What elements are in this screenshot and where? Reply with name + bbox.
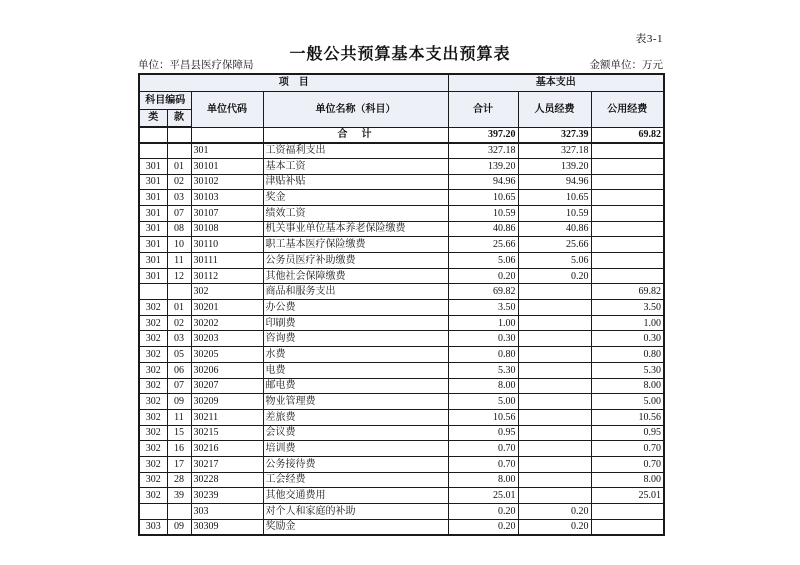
- cell-unit-code: 30309: [191, 519, 263, 535]
- cell-total: 8.00: [448, 378, 518, 394]
- cell-item: 01: [167, 300, 191, 316]
- cell-public-funds: 0.70: [591, 456, 664, 472]
- cell-public-funds: [591, 190, 664, 206]
- cell-total: 1.00: [448, 315, 518, 331]
- cell-unit-code: 30215: [191, 425, 263, 441]
- cell-unit-code: 30108: [191, 221, 263, 237]
- cell-unit-name: 培训费: [263, 441, 448, 457]
- table-row: [139, 331, 664, 347]
- table-row: [139, 456, 664, 472]
- cell-total: 0.30: [448, 331, 518, 347]
- cell-unit-name: 合 计: [263, 127, 448, 143]
- header-project-group: 项 目: [139, 74, 448, 91]
- unit-label: 单位：平昌县医疗保障局: [138, 60, 254, 71]
- cell-unit-name: 职工基本医疗保险缴费: [263, 237, 448, 253]
- cell-category: 301: [139, 237, 167, 253]
- table-row: [139, 237, 664, 253]
- cell-unit-code: 30239: [191, 488, 263, 504]
- cell-personnel-funds: [518, 394, 591, 410]
- table-row: [139, 519, 664, 535]
- cell-category: [139, 127, 167, 143]
- header-basic-expenditure-group: 基本支出: [448, 74, 664, 91]
- cell-total: 25.66: [448, 237, 518, 253]
- cell-total: 10.65: [448, 190, 518, 206]
- cell-unit-code: 30201: [191, 300, 263, 316]
- cell-personnel-funds: [518, 284, 591, 300]
- cell-personnel-funds: 327.18: [518, 143, 591, 159]
- cell-unit-name: 商品和服务支出: [263, 284, 448, 300]
- table-row: [139, 221, 664, 237]
- cell-personnel-funds: 0.20: [518, 504, 591, 520]
- cell-total: 5.00: [448, 394, 518, 410]
- cell-category: 302: [139, 441, 167, 457]
- cell-total: 139.20: [448, 158, 518, 174]
- cell-personnel-funds: [518, 472, 591, 488]
- cell-category: 301: [139, 221, 167, 237]
- header-personnel-funds: 人员经费: [518, 91, 591, 127]
- cell-category: 302: [139, 456, 167, 472]
- header-row-groups: [139, 74, 664, 91]
- cell-total: 397.20: [448, 127, 518, 143]
- cell-unit-code: 30209: [191, 394, 263, 410]
- budget-table: [138, 73, 665, 536]
- cell-personnel-funds: [518, 300, 591, 316]
- cell-unit-code: 301: [191, 143, 263, 159]
- cell-item: 11: [167, 253, 191, 269]
- cell-unit-name: 咨询费: [263, 331, 448, 347]
- cell-category: 302: [139, 409, 167, 425]
- cell-unit-name: 差旅费: [263, 409, 448, 425]
- cell-public-funds: 5.00: [591, 394, 664, 410]
- cell-public-funds: 3.50: [591, 300, 664, 316]
- cell-unit-name: 奖金: [263, 190, 448, 206]
- cell-unit-code: 303: [191, 504, 263, 520]
- cell-unit-name: 邮电费: [263, 378, 448, 394]
- cell-item: 07: [167, 378, 191, 394]
- cell-public-funds: [591, 158, 664, 174]
- cell-public-funds: [591, 268, 664, 284]
- cell-item: [167, 127, 191, 143]
- cell-item: 12: [167, 268, 191, 284]
- cell-personnel-funds: 25.66: [518, 237, 591, 253]
- cell-public-funds: 0.80: [591, 347, 664, 363]
- cell-item: 39: [167, 488, 191, 504]
- cell-category: [139, 504, 167, 520]
- cell-category: 302: [139, 347, 167, 363]
- table-row: [139, 174, 664, 190]
- cell-public-funds: 69.82: [591, 284, 664, 300]
- cell-public-funds: [591, 253, 664, 269]
- cell-item: 06: [167, 362, 191, 378]
- cell-total: 0.80: [448, 347, 518, 363]
- table-row: [139, 143, 664, 159]
- cell-total: 94.96: [448, 174, 518, 190]
- header-item: 款: [167, 109, 191, 127]
- cell-unit-code: 30102: [191, 174, 263, 190]
- table-row: [139, 441, 664, 457]
- cell-unit-name: 基本工资: [263, 158, 448, 174]
- cell-category: 302: [139, 331, 167, 347]
- cell-unit-code: 30101: [191, 158, 263, 174]
- cell-public-funds: [591, 221, 664, 237]
- cell-public-funds: [591, 143, 664, 159]
- cell-public-funds: [591, 519, 664, 535]
- table-row: [139, 488, 664, 504]
- cell-item: [167, 504, 191, 520]
- table-row: [139, 394, 664, 410]
- header-subject-code: 科目编码: [139, 91, 191, 109]
- cell-unit-code: 30205: [191, 347, 263, 363]
- cell-unit-code: [191, 127, 263, 143]
- table-row: [139, 158, 664, 174]
- header-public-funds: 公用经费: [591, 91, 664, 127]
- cell-personnel-funds: 94.96: [518, 174, 591, 190]
- cell-category: 302: [139, 472, 167, 488]
- table-header: [139, 74, 664, 127]
- cell-category: 302: [139, 488, 167, 504]
- cell-category: 302: [139, 300, 167, 316]
- cell-public-funds: [591, 237, 664, 253]
- cell-category: 302: [139, 394, 167, 410]
- cell-unit-name: 公务员医疗补助缴费: [263, 253, 448, 269]
- cell-category: 301: [139, 174, 167, 190]
- amount-unit-label: 金额单位：万元: [589, 60, 663, 71]
- cell-unit-code: 30207: [191, 378, 263, 394]
- cell-category: 301: [139, 205, 167, 221]
- cell-personnel-funds: [518, 441, 591, 457]
- cell-personnel-funds: [518, 362, 591, 378]
- cell-item: 15: [167, 425, 191, 441]
- cell-personnel-funds: 0.20: [518, 519, 591, 535]
- cell-item: 03: [167, 331, 191, 347]
- table-row: [139, 315, 664, 331]
- table-row: [139, 504, 664, 520]
- cell-unit-code: 30217: [191, 456, 263, 472]
- cell-item: 10: [167, 237, 191, 253]
- cell-unit-name: 办公费: [263, 300, 448, 316]
- cell-personnel-funds: [518, 409, 591, 425]
- table-body: [139, 127, 664, 535]
- cell-item: 11: [167, 409, 191, 425]
- cell-category: 301: [139, 253, 167, 269]
- cell-item: 16: [167, 441, 191, 457]
- cell-personnel-funds: [518, 378, 591, 394]
- table-row: [139, 268, 664, 284]
- cell-public-funds: 0.95: [591, 425, 664, 441]
- cell-total: 0.95: [448, 425, 518, 441]
- cell-total: 5.30: [448, 362, 518, 378]
- cell-total: 8.00: [448, 472, 518, 488]
- cell-category: 301: [139, 190, 167, 206]
- cell-total: 0.70: [448, 441, 518, 457]
- cell-unit-name: 电费: [263, 362, 448, 378]
- cell-personnel-funds: 10.65: [518, 190, 591, 206]
- cell-unit-name: 机关事业单位基本养老保险缴费: [263, 221, 448, 237]
- cell-public-funds: 8.00: [591, 472, 664, 488]
- cell-unit-code: 30211: [191, 409, 263, 425]
- cell-item: 08: [167, 221, 191, 237]
- cell-public-funds: 0.70: [591, 441, 664, 457]
- page-title: 一般公共预算基本支出预算表: [289, 46, 511, 63]
- table-row: [139, 190, 664, 206]
- cell-unit-code: 30202: [191, 315, 263, 331]
- cell-total: 0.70: [448, 456, 518, 472]
- cell-public-funds: 10.56: [591, 409, 664, 425]
- cell-item: 02: [167, 174, 191, 190]
- cell-personnel-funds: 40.86: [518, 221, 591, 237]
- cell-unit-name: 工会经费: [263, 472, 448, 488]
- cell-total: 69.82: [448, 284, 518, 300]
- cell-unit-name: 印刷费: [263, 315, 448, 331]
- cell-personnel-funds: 327.39: [518, 127, 591, 143]
- cell-public-funds: 0.30: [591, 331, 664, 347]
- cell-total: 0.20: [448, 519, 518, 535]
- cell-personnel-funds: [518, 456, 591, 472]
- cell-total: 0.20: [448, 504, 518, 520]
- cell-public-funds: 5.30: [591, 362, 664, 378]
- cell-personnel-funds: [518, 331, 591, 347]
- cell-total: 10.56: [448, 409, 518, 425]
- cell-item: 07: [167, 205, 191, 221]
- cell-public-funds: [591, 205, 664, 221]
- cell-unit-code: 30228: [191, 472, 263, 488]
- cell-item: 02: [167, 315, 191, 331]
- cell-unit-name: 对个人和家庭的补助: [263, 504, 448, 520]
- cell-unit-name: 物业管理费: [263, 394, 448, 410]
- cell-item: 09: [167, 394, 191, 410]
- cell-personnel-funds: [518, 347, 591, 363]
- cell-category: 302: [139, 362, 167, 378]
- cell-unit-code: 30103: [191, 190, 263, 206]
- cell-category: 303: [139, 519, 167, 535]
- table-row: [139, 362, 664, 378]
- table-row: [139, 205, 664, 221]
- cell-category: [139, 284, 167, 300]
- cell-unit-name: 其他交通费用: [263, 488, 448, 504]
- cell-unit-name: 绩效工资: [263, 205, 448, 221]
- cell-unit-name: 公务接待费: [263, 456, 448, 472]
- cell-unit-code: 30216: [191, 441, 263, 457]
- header-unit-code: 单位代码: [191, 91, 263, 127]
- cell-unit-name: 奖励金: [263, 519, 448, 535]
- cell-item: 17: [167, 456, 191, 472]
- cell-personnel-funds: 5.06: [518, 253, 591, 269]
- cell-total: 25.01: [448, 488, 518, 504]
- cell-personnel-funds: [518, 315, 591, 331]
- cell-total: 5.06: [448, 253, 518, 269]
- cell-unit-code: 30112: [191, 268, 263, 284]
- cell-item: 05: [167, 347, 191, 363]
- cell-unit-code: 30203: [191, 331, 263, 347]
- cell-category: 301: [139, 158, 167, 174]
- cell-total: 3.50: [448, 300, 518, 316]
- header-category: 类: [139, 109, 167, 127]
- cell-personnel-funds: [518, 425, 591, 441]
- table-row: [139, 284, 664, 300]
- cell-personnel-funds: [518, 488, 591, 504]
- cell-personnel-funds: 10.59: [518, 205, 591, 221]
- cell-public-funds: [591, 174, 664, 190]
- cell-public-funds: 69.82: [591, 127, 664, 143]
- cell-personnel-funds: 0.20: [518, 268, 591, 284]
- cell-unit-name: 水费: [263, 347, 448, 363]
- cell-public-funds: [591, 504, 664, 520]
- table-row: [139, 409, 664, 425]
- cell-unit-name: 会议费: [263, 425, 448, 441]
- cell-category: [139, 143, 167, 159]
- table-row: [139, 472, 664, 488]
- table-row: [139, 253, 664, 269]
- cell-item: 28: [167, 472, 191, 488]
- table-row: [139, 127, 664, 143]
- cell-unit-code: 30111: [191, 253, 263, 269]
- cell-item: [167, 284, 191, 300]
- table-row: [139, 425, 664, 441]
- cell-category: 301: [139, 268, 167, 284]
- cell-category: 302: [139, 378, 167, 394]
- header-row-main: [139, 91, 664, 109]
- cell-unit-name: 津贴补贴: [263, 174, 448, 190]
- cell-item: 01: [167, 158, 191, 174]
- corner-tag: 表3-1: [635, 33, 663, 45]
- cell-category: 302: [139, 425, 167, 441]
- cell-total: 327.18: [448, 143, 518, 159]
- cell-total: 10.59: [448, 205, 518, 221]
- cell-total: 0.20: [448, 268, 518, 284]
- cell-unit-name: 工资福利支出: [263, 143, 448, 159]
- cell-item: [167, 143, 191, 159]
- cell-unit-code: 30107: [191, 205, 263, 221]
- header-total: 合计: [448, 91, 518, 127]
- table-row: [139, 378, 664, 394]
- header-unit-name: 单位名称（科目）: [263, 91, 448, 127]
- cell-public-funds: 25.01: [591, 488, 664, 504]
- cell-public-funds: 1.00: [591, 315, 664, 331]
- cell-category: 302: [139, 315, 167, 331]
- cell-unit-code: 30206: [191, 362, 263, 378]
- table-row: [139, 347, 664, 363]
- cell-personnel-funds: 139.20: [518, 158, 591, 174]
- cell-unit-code: 30110: [191, 237, 263, 253]
- cell-total: 40.86: [448, 221, 518, 237]
- meta-line: [138, 58, 663, 72]
- cell-item: 09: [167, 519, 191, 535]
- cell-item: 03: [167, 190, 191, 206]
- cell-public-funds: 8.00: [591, 378, 664, 394]
- cell-unit-code: 302: [191, 284, 263, 300]
- cell-unit-name: 其他社会保障缴费: [263, 268, 448, 284]
- table-row: [139, 300, 664, 316]
